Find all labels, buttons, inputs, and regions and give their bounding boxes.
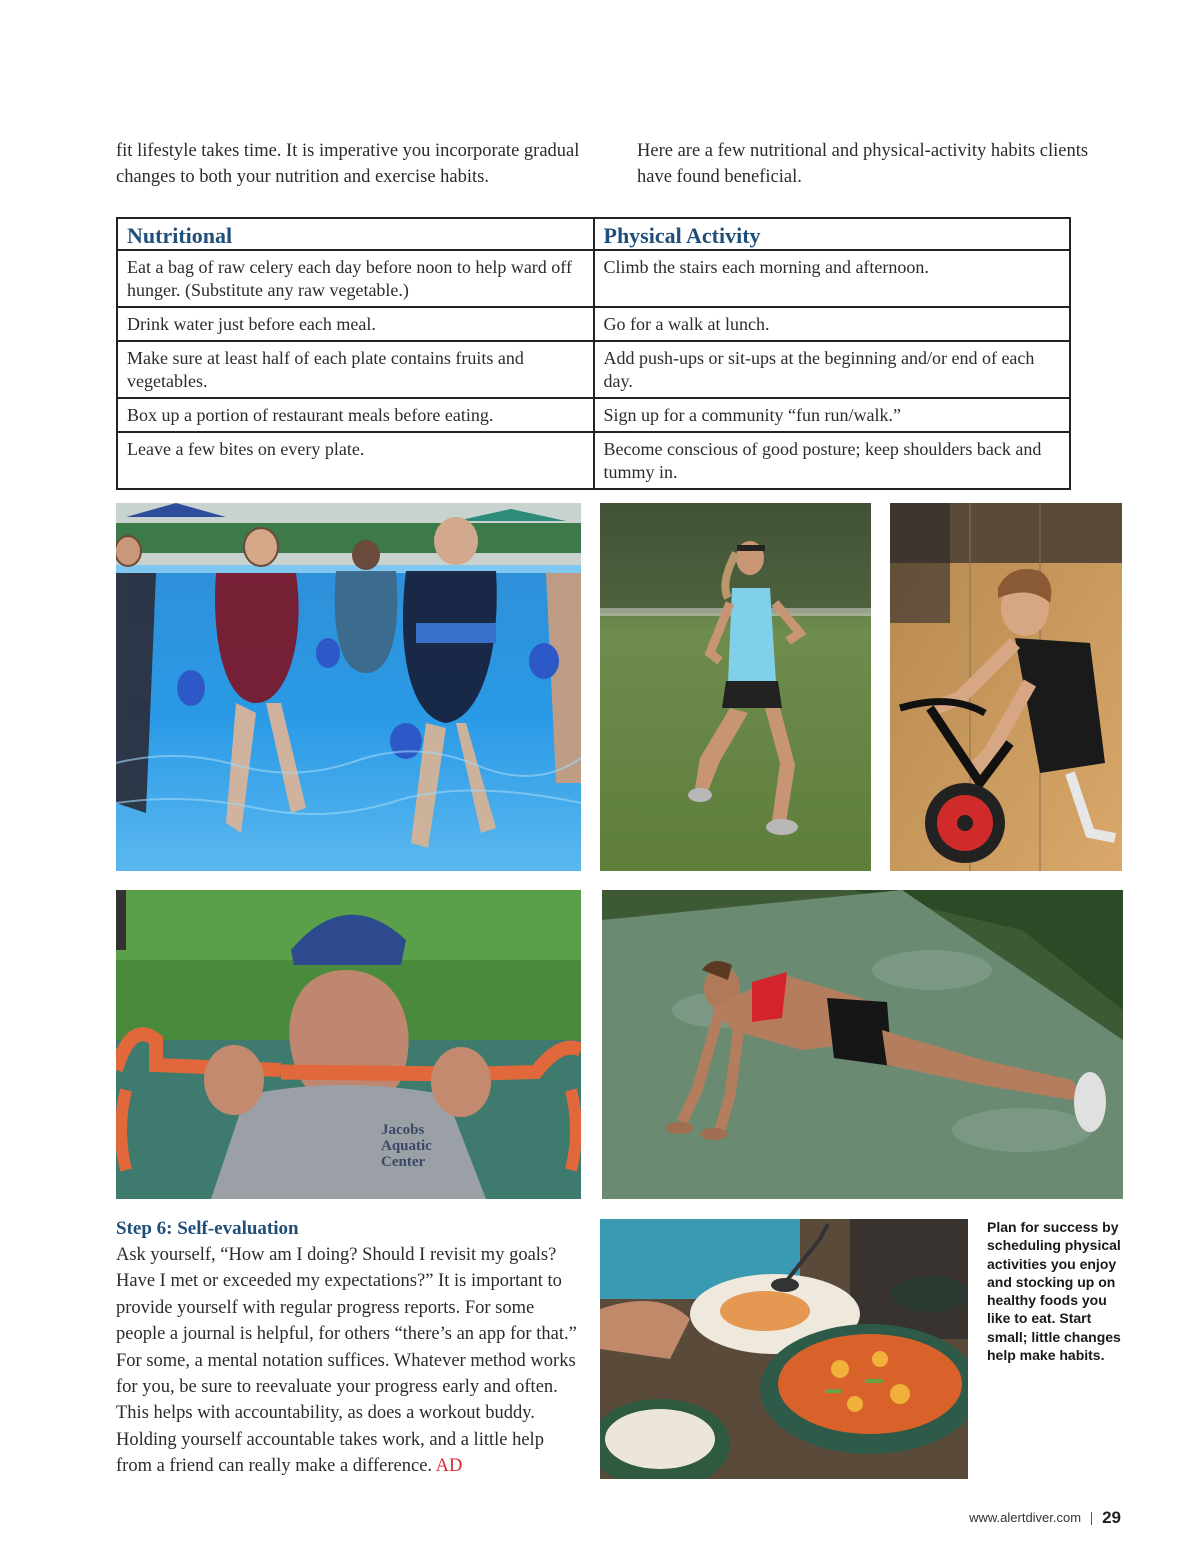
step-6-paragraph: Ask yourself, “How am I doing? Should I revisit my goals? Have I met or exceeded my expectations?” It is important to provide yourself with regular progress reports. For some people a journal is helpful, for others “there’s an app for that.” For some, a mental notation suffices. Whatever method works for you, be sure to reevaluate your progress early and often. This helps with accountability, as does a workout buddy. Holding yourself accountable takes work, and a little help from a friend can really make a difference. (116, 1245, 577, 1477)
section-heading-step-6: Step 6: Self-evaluation (116, 1218, 299, 1239)
table-row (117, 398, 1070, 432)
table-cell: Become conscious of good posture; keep shoulders back and tummy in. (594, 432, 1071, 489)
photo-caption: Plan for success by scheduling physical activities you enjoy and stocking up on healthy foods you like to eat. Start small; little changes help make habits. (987, 1219, 1121, 1364)
footer-divider (1091, 1512, 1092, 1525)
photo-man-pull-up (116, 890, 581, 1199)
table-cell: Leave a few bites on every plate. (117, 432, 594, 489)
intro-left-text: fit lifestyle takes time. It is imperative you incorporate gradual changes to both your nutrition and exercise habits. (116, 141, 580, 187)
shirt-text-line-2: Aquatic (381, 1138, 432, 1154)
photo-serving-food (600, 1219, 968, 1479)
table-cell: Climb the stairs each morning and afternoon. (594, 250, 1071, 307)
table-row (117, 307, 1070, 341)
table-header-row (117, 218, 1070, 250)
photo-man-spin-bike (890, 503, 1122, 871)
photo-water-aerobics (116, 503, 581, 871)
column-header-nutritional: Nutritional (117, 218, 594, 250)
end-mark-ad: AD (435, 1456, 463, 1477)
table-cell: Add push-ups or sit-ups at the beginning and/or end of each day. (594, 341, 1071, 398)
shirt-text-line-3: Center (381, 1154, 426, 1170)
table-cell: Drink water just before each meal. (117, 307, 594, 341)
column-header-physical-activity: Physical Activity (594, 218, 1071, 250)
page-footer (969, 1508, 1121, 1528)
footer-url: www.alertdiver.com (969, 1510, 1082, 1525)
shirt-text-line-1: Jacobs (381, 1122, 425, 1138)
photo-woman-plank (602, 890, 1123, 1199)
intro-right-text: Here are a few nutritional and physical-activity habits clients have found beneficial. (637, 141, 1089, 187)
table-cell: Eat a bag of raw celery each day before noon to help ward off hunger. (Substitute any raw vegetable.) (117, 250, 594, 307)
table-cell: Make sure at least half of each plate contains fruits and vegetables. (117, 341, 594, 398)
table-row (117, 250, 1070, 307)
photo-woman-running (600, 503, 871, 871)
table-cell: Go for a walk at lunch. (594, 307, 1071, 341)
habits-table (116, 217, 1071, 490)
table-row (117, 432, 1070, 489)
page-number: 29 (1102, 1508, 1121, 1527)
table-cell: Box up a portion of restaurant meals before eating. (117, 398, 594, 432)
table-row (117, 341, 1070, 398)
table-cell: Sign up for a community “fun run/walk.” (594, 398, 1071, 432)
step-6-body-text (116, 1242, 581, 1480)
